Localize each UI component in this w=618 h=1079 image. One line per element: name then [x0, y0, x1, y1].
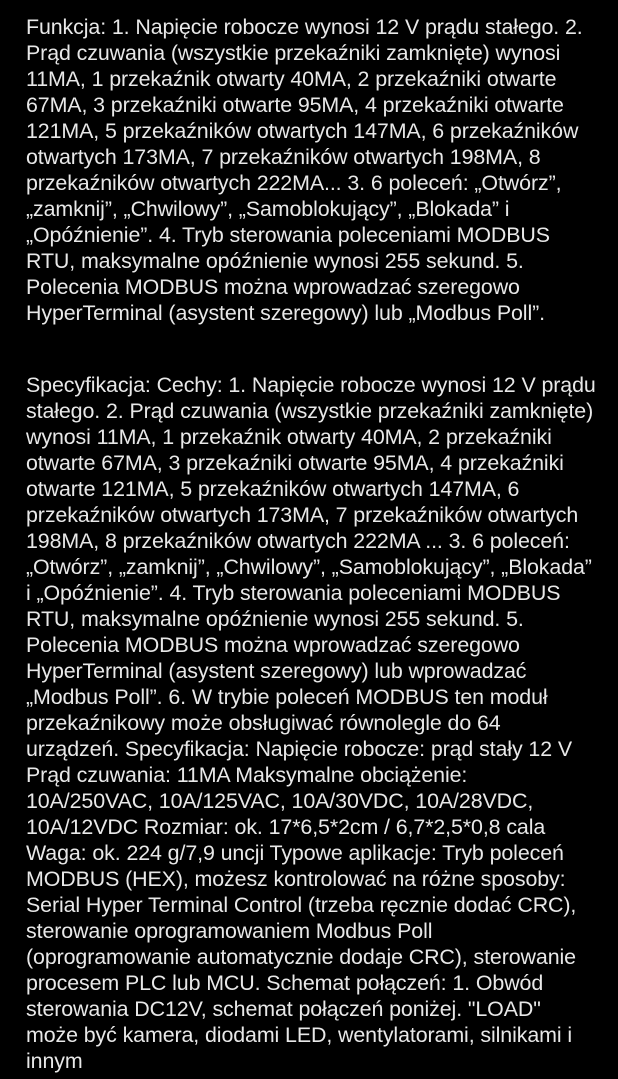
description-paragraph-function: Funkcja: 1. Napięcie robocze wynosi 12 V prądu stałego. 2. Prąd czuwania (wszystkie przekaźniki zamknięte) wynosi 11MA, 1 przekaźnik otwarty 40MA, 2 przekaźniki otwarte 67MA, 3 przekaźniki otwarte 95MA, 4 przekaźniki otwarte 121MA, 5 przekaźników otwartych 147MA, 6 przekaźników otwartych 173MA, 7 przekaźników otwartych 198MA, 8 przekaźników otwartych 222MA... 3. 6 poleceń: „Otwórz”, „zamknij”, „Chwilowy”, „Samoblokujący”, „Blokada” i „Opóźnienie”. 4. Tryb sterowania poleceniami MODBUS RTU, maksymalne opóźnienie wynosi 255 sekund. 5. Polecenia MODBUS można wprowadzać szeregowo HyperTerminal (asystent szeregowy) lub „Modbus Poll”. [26, 15, 583, 325]
description-paragraph-specification: Specyfikacja: Cechy: 1. Napięcie robocze wynosi 12 V prądu stałego. 2. Prąd czuwania (wszystkie przekaźniki zamknięte) wynosi 11MA, 1 przekaźnik otwarty 40MA, 2 przekaźniki otwarte 67MA, 3 przekaźniki otwarte 95MA, 4 przekaźniki otwarte 121MA, 5 przekaźników otwartych 147MA, 6 przekaźników otwartych 173MA, 7 przekaźników otwartych 198MA, 8 przekaźników otwartych 222MA ... 3. 6 poleceń: „Otwórz”, „zamknij”, „Chwilowy”, „Samoblokujący”, „Blokada” i „Opóźnienie”. 4. Tryb sterowania poleceniami MODBUS RTU, maksymalne opóźnienie wynosi 255 sekund. 5. Polecenia MODBUS można wprowadzać szeregowo HyperTerminal (asystent szeregowy) lub wprowadzać „Modbus Poll”. 6. W trybie poleceń MODBUS ten moduł przekaźnikowy może obsługiwać równolegle do 64 urządzeń. Specyfikacja: Napięcie robocze: prąd stały 12 V Prąd czuwania: 11MA Maksymalne obciążenie: 10A/250VAC, 10A/125VAC, 10A/30VDC, 10A/28VDC, 10A/12VDC Rozmiar: ok. 17*6,5*2cm / 6,7*2,5*0,8 cala Waga: ok. 224 g/7,9 uncji Typowe aplikacje: Tryb poleceń MODBUS (HEX), możesz kontrolować na różne sposoby: Serial Hyper Terminal Control (trzeba ręcznie dodać CRC), sterowanie oprogramowaniem Modbus Poll (oprogramowanie automatycznie dodaje CRC), sterowanie procesem PLC lub MCU. Schemat połączeń: 1. Obwód sterowania DC12V, schemat połączeń poniżej. "LOAD" może być kamera, diodami LED, wentylatorami, silnikami i innym [26, 373, 596, 1073]
